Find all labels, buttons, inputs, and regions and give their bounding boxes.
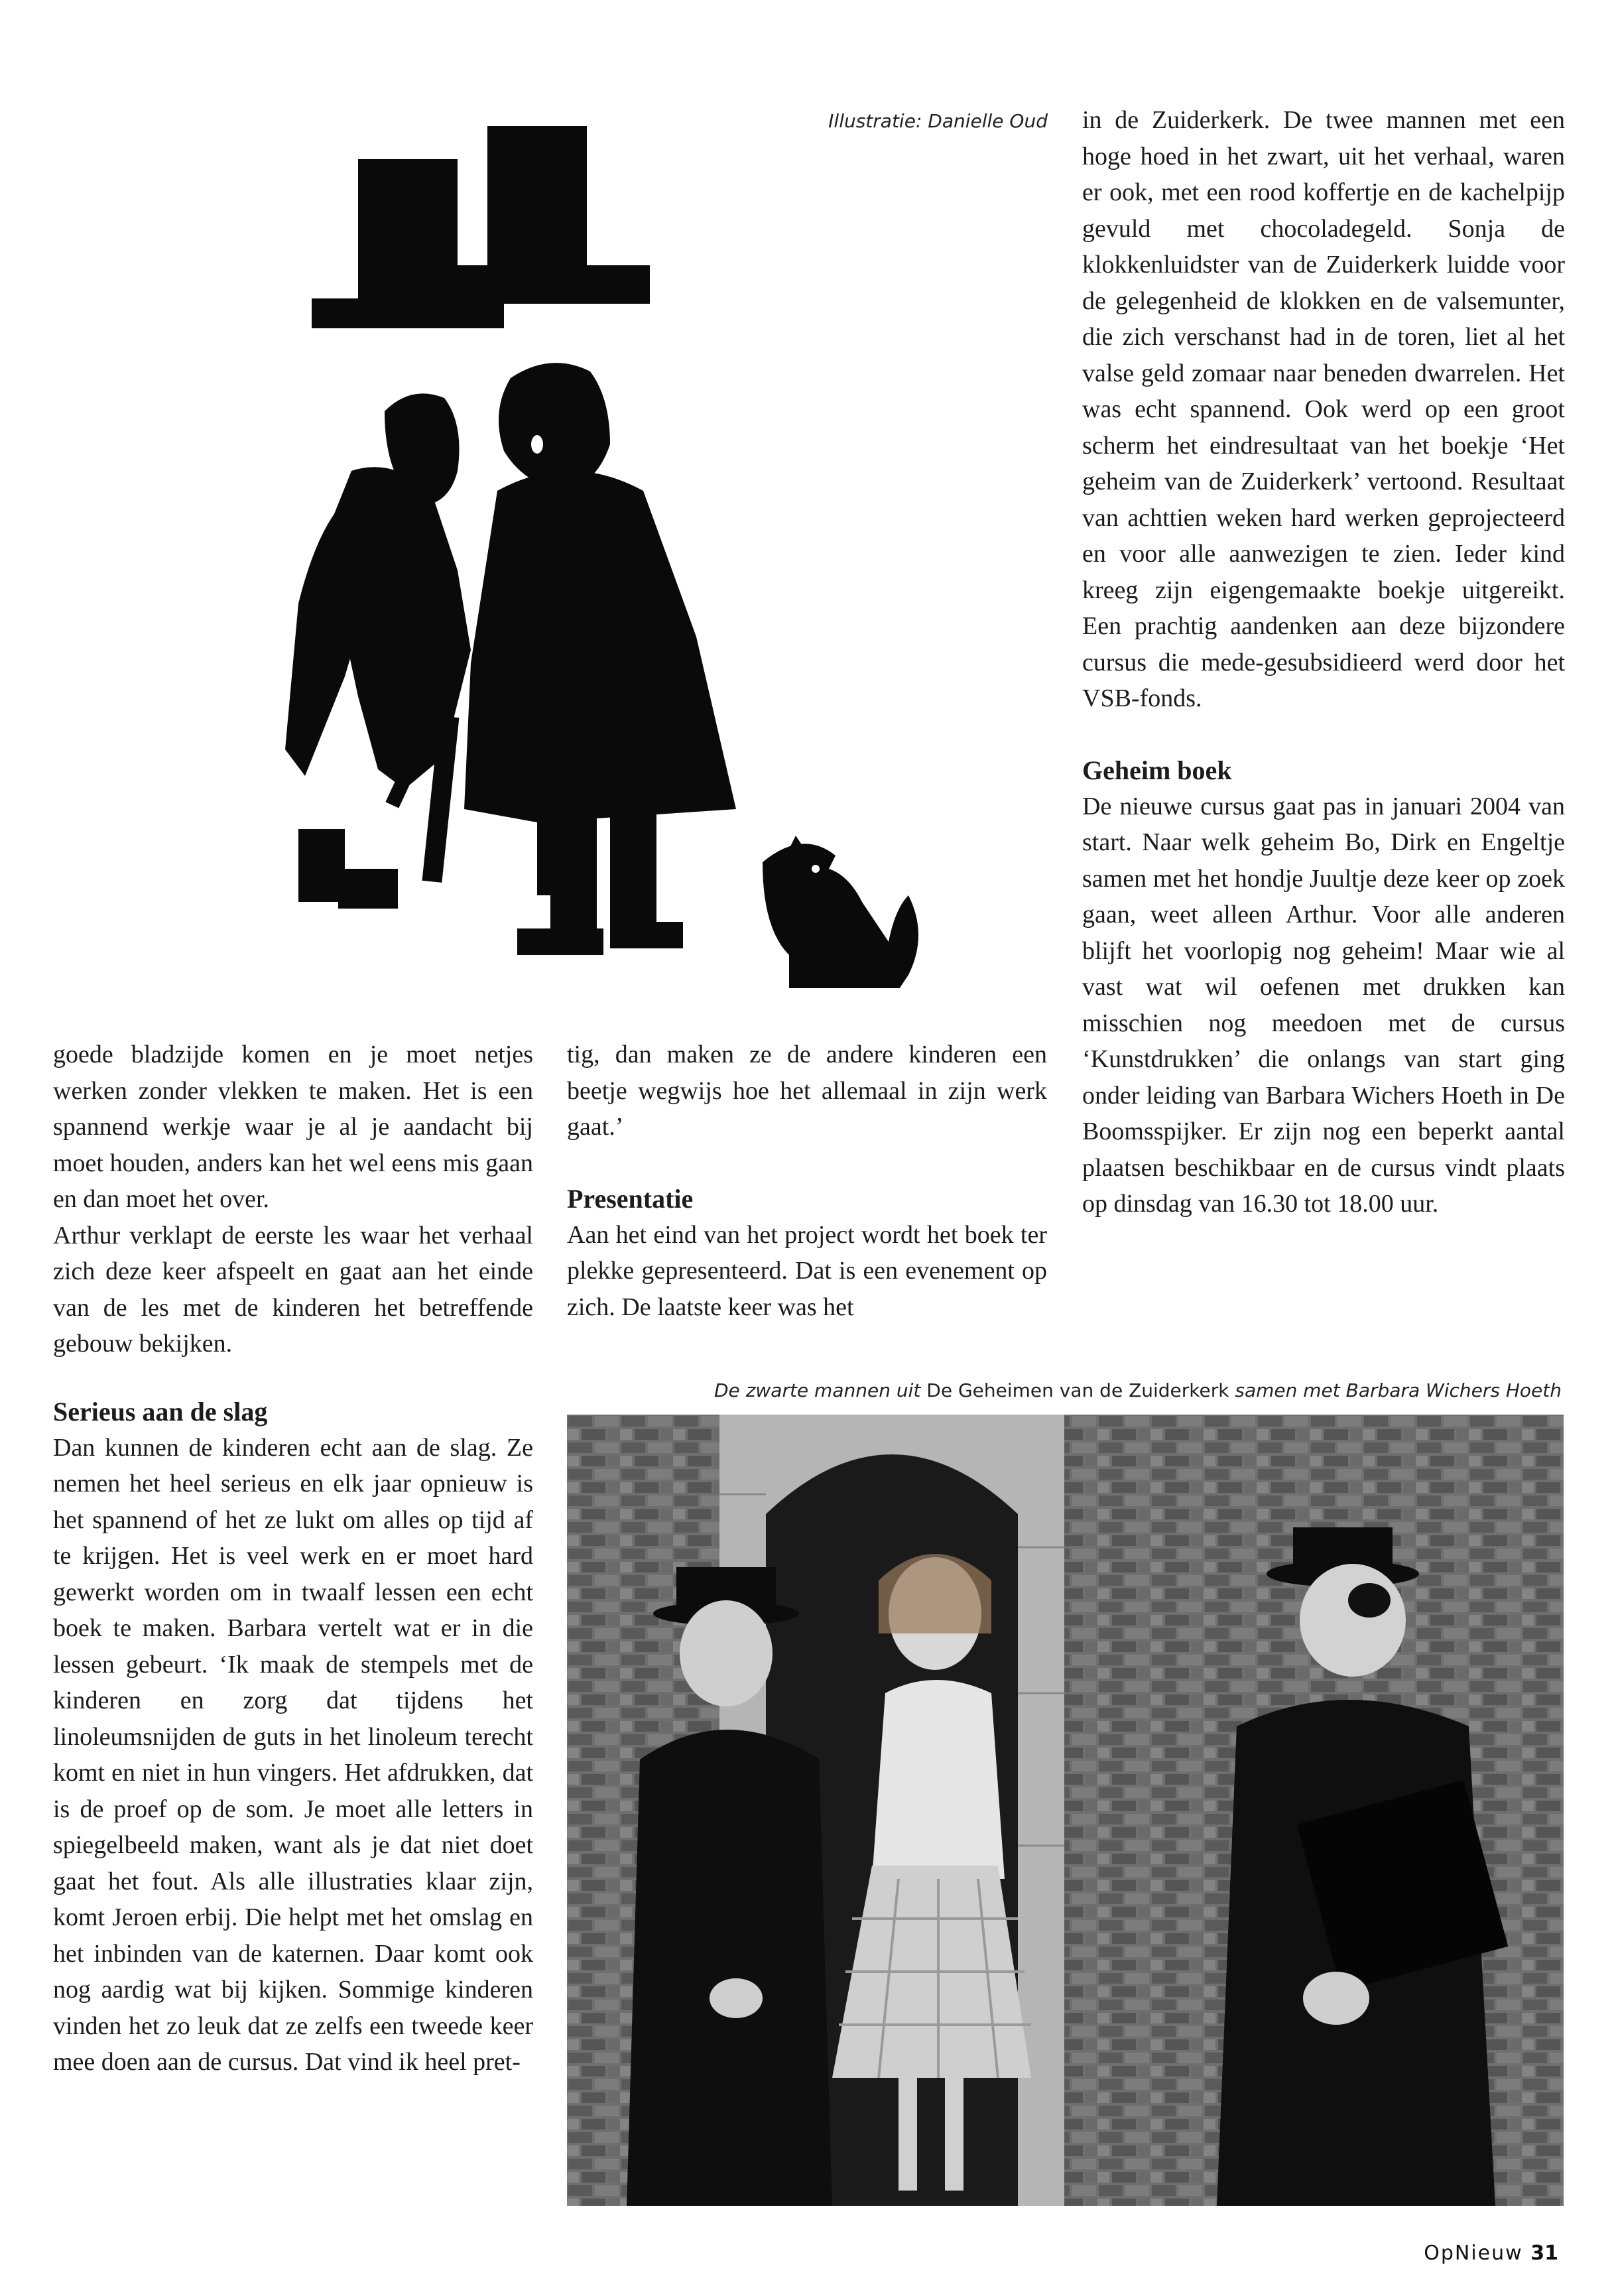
caption-title: De Geheimen van de Zuiderkerk <box>926 1379 1229 1401</box>
heading-serieus-aan-de-slag: Serieus aan de slag <box>53 1396 268 1427</box>
right-paragraph-1: in de Zuiderkerk. De twee mannen met een hoge hoed in het zwart, uit het verhaal, waren er ook, met een rood koffertje en de kachelpijp gevuld met chocoladegeld. Sonja de klokkenluidster van de Zuiderkerk luidde voor de gelegenheid de klokken en de valsemunter, die zich verschanst had in de toren, liet al het valse geld zomaar naar beneden dwarrelen. Het was echt spannend. Ook werd op een groot scherm het eindresultaat van het boekje ‘Het geheim van de Zuiderkerk’ vertoond. Resultaat van achttien weken hard werken geprojecteerd en voor alle aanwezigen te zien. Ieder kind kreeg zijn eigengemaakte boekje uitgereikt. Een prachtig aandenken aan deze bijzondere cursus die mede-gesubsidieerd werd door het VSB-fonds. <box>1082 106 1565 712</box>
magazine-name: OpNieuw <box>1424 2242 1523 2265</box>
caption-italic-1: De zwarte mannen uit <box>714 1379 921 1401</box>
photo-caption <box>567 1379 1562 1401</box>
right-paragraph-2: De nieuwe cursus gaat pas in januari 2004 van start. Naar welk geheim Bo, Dirk en Engeltje samen met het hondje Juultje deze keer op zoek gaan, weet alleen Arthur. Voor alle anderen blijft het voorlopig nog geheim! Maar wie al vast wat wil oefenen met drukken kan misschien nog meedoen met de cursus ‘Kunstdrukken’ die onlangs van start ging onder leiding van Barbara Wichers Hoeth in De Boomsspijker. Er zijn nog een beperkt aantal plaatsen beschikbaar en de cursus vindt plaats op dinsdag van 16.30 tot 18.00 uur. <box>1082 792 1565 1218</box>
caption-italic-2: samen met Barbara Wichers Hoeth <box>1235 1379 1562 1401</box>
illustration <box>219 99 1001 988</box>
mid-paragraph-1: tig, dan maken ze de andere kinderen een beetje wegwijs hoe het allemaal in zijn werk gaat.’ <box>567 1041 1047 1141</box>
photo <box>567 1415 1564 2206</box>
mid-paragraph-2: Aan het eind van het project wordt het boek ter plekke gepresenteerd. Dat is een evenement op zich. De laatste keer was het <box>567 1220 1047 1321</box>
middle-column <box>567 1037 1047 1325</box>
photo-three-people-at-church-door-icon <box>567 1415 1564 2206</box>
heading-presentatie: Presentatie <box>567 1183 694 1214</box>
left-column <box>53 1037 533 2080</box>
illustration-credit: Illustratie: Danielle Oud <box>828 110 1048 132</box>
left-paragraph-1: goede bladzijde komen en je moet netjes werken zonder vlekken te maken. Het is een spannend werkje waar je al je aandacht bij moet houden, anders kan het wel eens mis gaan en dan moet het over. <box>53 1041 533 1213</box>
silhouette-two-men-top-hats-dog-icon <box>219 99 1001 988</box>
heading-geheim-boek: Geheim boek <box>1082 755 1232 785</box>
right-top-column <box>1082 102 1565 1222</box>
left-paragraph-2: Arthur verklapt de eerste les waar het verhaal zich deze keer afspeelt en gaat aan het einde van de les met de kinderen het betreffende gebouw bekijken. <box>53 1221 533 1358</box>
page-footer <box>1393 2242 1558 2265</box>
page-number: 31 <box>1530 2242 1558 2265</box>
left-paragraph-3: Dan kunnen de kinderen echt aan de slag. Ze nemen het heel serieus en elk jaar opnieuw is het spannend of het ze lukt om alles op tijd af te krijgen. Het is veel werk en er moet hard gewerkt worden om in twaalf lessen een echt boek te maken. Barbara vertelt wat er in die lessen gebeurt. ‘Ik maak de stempels met de kinderen en zorg dat tijdens het linoleumsnijden de guts in het linoleum terecht komt en niet in hun vingers. Het afdrukken, dat is de proef op de som. Je moet alle letters in spiegelbeeld maken, want als je dat niet doet gaat het fout. Als alle illustraties klaar zijn, komt Jeroen erbij. Die helpt met het omslag en het inbinden van de katernen. Daar komt ook nog aardig wat bij kijken. Sommige kinderen vinden het zo leuk dat ze zelfs een tweede keer mee doen aan de cursus. Dat vind ik heel pret- <box>53 1433 533 2076</box>
